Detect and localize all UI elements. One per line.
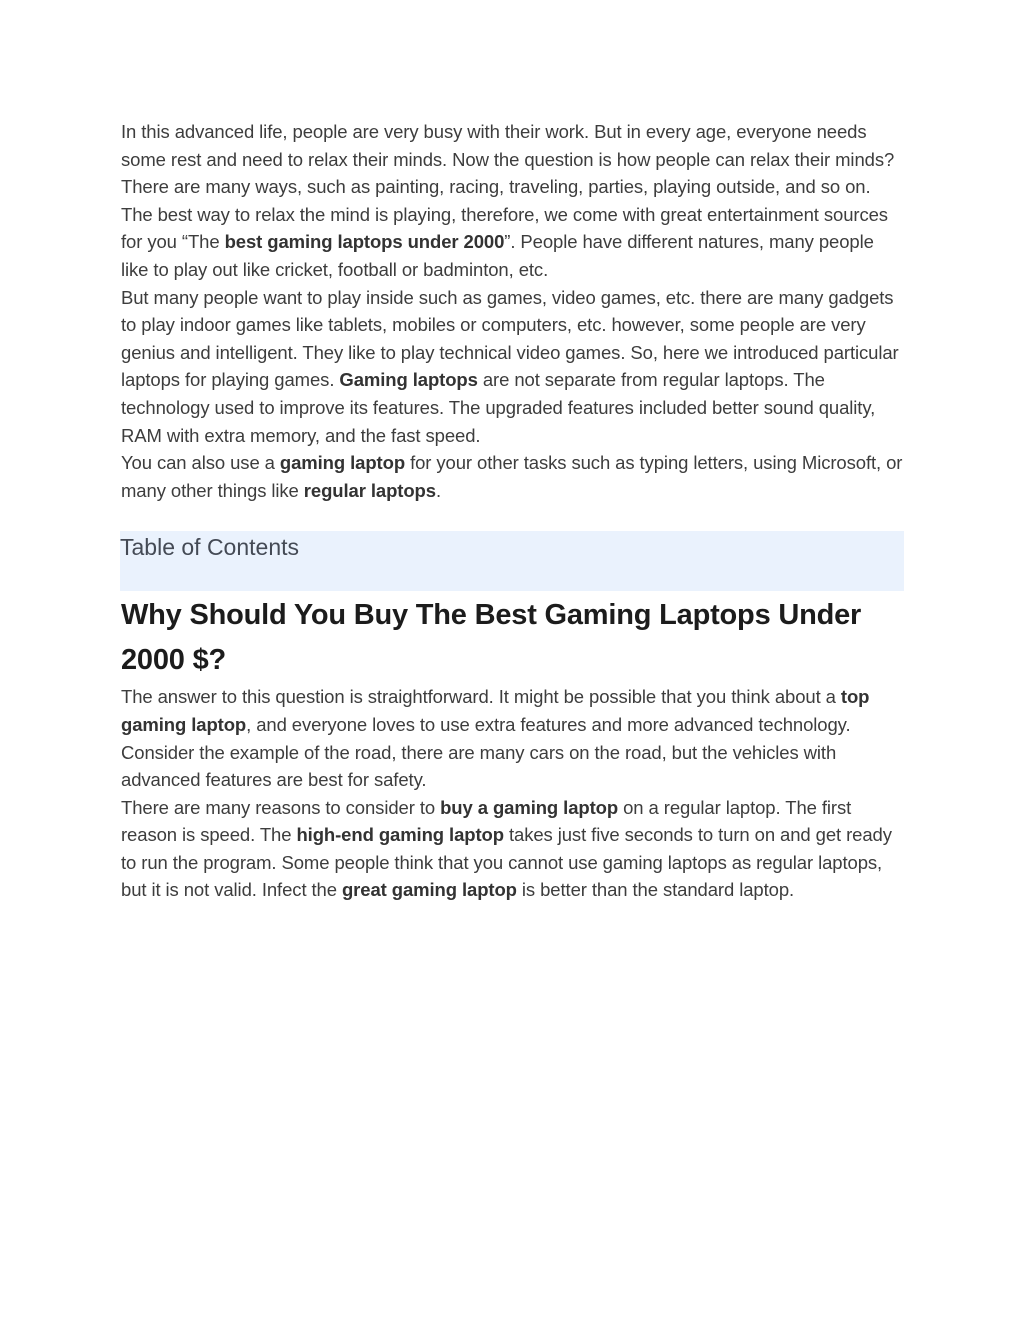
table-of-contents[interactable] [120, 531, 904, 591]
heading-line-1: Why Should You Buy The Best Gaming Laptops Under [121, 599, 862, 632]
bold-top-gaming-laptop: top gaming laptop [121, 686, 870, 735]
intro-paragraph [121, 118, 906, 284]
reasons-paragraph [121, 794, 906, 904]
indoor-text-2: are not separate from regular laptops. The technology used to improve its features. The upgraded features included better sound quality, RAM with extra memory, and the fast speed. [121, 369, 876, 446]
intro-text-2: ”. People have different natures, many people like to play out like cricket, football or badminton, etc. [121, 231, 874, 280]
bold-great-gaming-laptop: great gaming laptop [341, 879, 517, 901]
tasks-text-1: You can also use a [121, 452, 280, 474]
other-tasks-paragraph [121, 449, 906, 504]
tasks-text-2: for your other tasks such as typing letters, using Microsoft, or many other things like [121, 452, 903, 501]
intro-text-1: In this advanced life, people are very busy with their work. But in every age, everyone needs some rest and need to relax their minds. Now the question is how people can relax their minds? There are many ways, such as painting, racing, traveling, parties, playing outside, and so on. The best way to relax the mind is playing, therefore, we come with great entertainment sources for you “The [121, 121, 895, 253]
indoor-games-paragraph [121, 284, 906, 450]
bold-buy-a-gaming-laptop: buy a gaming laptop [440, 796, 619, 818]
reasons-text-3: takes just five seconds to turn on and get ready to run the program. Some people think that you cannot use gaming laptops as regular laptops, but it is not valid. Infect the [121, 824, 892, 901]
answer-paragraph [121, 683, 906, 793]
reasons-text-1: There are many reasons to consider to [121, 796, 441, 818]
toc-title[interactable]: Table of Contents [120, 534, 300, 561]
bold-regular-laptops: regular laptops [303, 479, 436, 501]
tasks-text-3: . [435, 479, 441, 501]
indoor-text-1: But many people want to play inside such as games, video games, etc. there are many gadgets to play indoor games like tablets, mobiles or computers, etc. however, some people are very genius and intelligent. They like to play technical video games. So, here we introduced particular laptops for playing games. [121, 286, 899, 391]
reasons-text-2: on a regular laptop. The first reason is speed. The [121, 796, 852, 846]
answer-text-2: , and everyone loves to use extra features and more advanced technology. Consider the example of the road, there are many cars on the road, but the vehicles with advanced features are best for safety. [121, 713, 851, 791]
bold-gaming-laptop: gaming laptop [279, 452, 406, 474]
bold-gaming-laptops: Gaming laptops [339, 369, 478, 391]
reasons-text-4: is better than the standard laptop. [516, 879, 795, 901]
document-page [121, 118, 906, 904]
heading-line-2: 2000 $? [121, 644, 227, 677]
bold-high-end-gaming-laptop: high-end gaming laptop [296, 824, 504, 846]
bold-best-gaming-laptops: best gaming laptops under 2000 [224, 231, 505, 253]
answer-text-1: The answer to this question is straightforward. It might be possible that you think about a [121, 686, 841, 708]
section-heading [121, 593, 906, 683]
